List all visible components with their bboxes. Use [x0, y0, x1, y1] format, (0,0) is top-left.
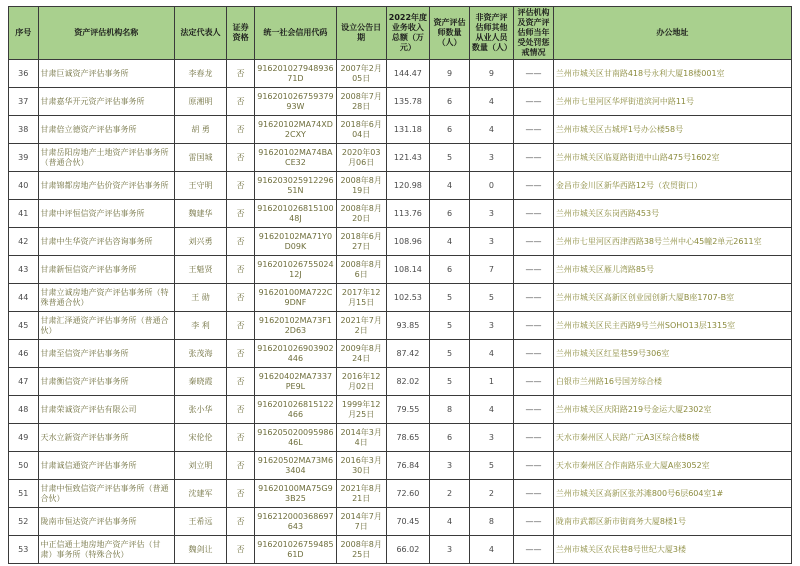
- cell-date: 2008年7月28日: [336, 88, 386, 116]
- cell-appraisers: 5: [430, 144, 470, 172]
- table-row: [9, 368, 792, 396]
- cell-address: 天水市秦州区合作南路乐业大厦A座3052室: [553, 452, 791, 480]
- cell-penalty: ——: [514, 340, 554, 368]
- cell-no: 40: [9, 172, 39, 200]
- cell-address: 兰州市七里河区华坪街道滨河中路11号: [553, 88, 791, 116]
- cell-appraisers: 5: [430, 340, 470, 368]
- cell-name: 甘肃汇泽通资产评估事务所（普通合伙）: [38, 312, 174, 340]
- cell-income: 79.55: [386, 396, 429, 424]
- col-header-name: 资产评估机构名称: [38, 7, 174, 60]
- cell-code: 91620102681510048J: [255, 200, 336, 228]
- cell-income: 72.60: [386, 480, 429, 508]
- cell-sec: 否: [227, 424, 255, 452]
- cell-name: 甘肃嘉华开元资产评估事务所: [38, 88, 174, 116]
- cell-address: 陇南市武都区新市街商务大厦8楼1号: [553, 508, 791, 536]
- cell-address: 兰州市七里河区西津西路38号兰州中心45幢2单元2611室: [553, 228, 791, 256]
- cell-no: 47: [9, 368, 39, 396]
- cell-no: 52: [9, 508, 39, 536]
- cell-appraisers: 2: [430, 480, 470, 508]
- cell-rep: 王 勋: [174, 284, 226, 312]
- cell-penalty: ——: [514, 536, 554, 564]
- cell-name: 陇南市恒达资产评估事务所: [38, 508, 174, 536]
- cell-appraisers: 4: [430, 228, 470, 256]
- table-row: [9, 480, 792, 508]
- cell-no: 36: [9, 60, 39, 88]
- cell-date: 2018年6月27日: [336, 228, 386, 256]
- table-row: [9, 200, 792, 228]
- cell-rep: 秦晓霞: [174, 368, 226, 396]
- cell-no: 37: [9, 88, 39, 116]
- cell-sec: 否: [227, 396, 255, 424]
- cell-name: 甘肃荣诚资产评估有限公司: [38, 396, 174, 424]
- cell-address: 兰州市城关区高新区张苏滩800号6层604室1#: [553, 480, 791, 508]
- cell-staff: 3: [469, 312, 513, 340]
- cell-appraisers: 5: [430, 368, 470, 396]
- appraisal-institutions-table: [8, 6, 792, 564]
- col-header-sec: 证券资格: [227, 7, 255, 60]
- cell-appraisers: 3: [430, 536, 470, 564]
- cell-address: 金昌市金川区新华西路12号（农贸街口）: [553, 172, 791, 200]
- table-header: [9, 7, 792, 60]
- table-row: [9, 116, 792, 144]
- cell-income: 82.02: [386, 368, 429, 396]
- cell-income: 70.45: [386, 508, 429, 536]
- cell-rep: 沈建军: [174, 480, 226, 508]
- cell-sec: 否: [227, 60, 255, 88]
- table-row: [9, 60, 792, 88]
- cell-staff: 3: [469, 144, 513, 172]
- cell-name: 甘肃中恒致信资产评估事务所（普通合伙）: [38, 480, 174, 508]
- cell-address: 兰州市城关区红星巷59号306室: [553, 340, 791, 368]
- cell-date: 2008年8月6日: [336, 256, 386, 284]
- cell-code: 91620102MA73F12D63: [255, 312, 336, 340]
- cell-appraisers: 3: [430, 452, 470, 480]
- cell-appraisers: 4: [430, 508, 470, 536]
- cell-date: 2008年8月19日: [336, 172, 386, 200]
- cell-sec: 否: [227, 116, 255, 144]
- cell-rep: 胡 勇: [174, 116, 226, 144]
- cell-staff: 5: [469, 284, 513, 312]
- cell-date: 2007年2月05日: [336, 60, 386, 88]
- cell-date: 2014年7月7日: [336, 508, 386, 536]
- cell-no: 41: [9, 200, 39, 228]
- cell-code: 91620100MA722C9DNF: [255, 284, 336, 312]
- cell-appraisers: 6: [430, 200, 470, 228]
- cell-sec: 否: [227, 480, 255, 508]
- table-row: [9, 312, 792, 340]
- cell-sec: 否: [227, 144, 255, 172]
- cell-date: 2018年6月04日: [336, 116, 386, 144]
- cell-address: 兰州市城关区东岗西路453号: [553, 200, 791, 228]
- cell-rep: 雷国城: [174, 144, 226, 172]
- cell-penalty: ——: [514, 452, 554, 480]
- cell-staff: 4: [469, 88, 513, 116]
- cell-staff: 8: [469, 508, 513, 536]
- cell-date: 2008年8月20日: [336, 200, 386, 228]
- cell-staff: 5: [469, 452, 513, 480]
- cell-date: 2021年7月2日: [336, 312, 386, 340]
- cell-date: 2008年8月25日: [336, 536, 386, 564]
- cell-no: 45: [9, 312, 39, 340]
- cell-rep: 王希远: [174, 508, 226, 536]
- cell-rep: 刘兴勇: [174, 228, 226, 256]
- cell-name: 甘肃衡信资产评估事务所: [38, 368, 174, 396]
- col-header-penalty: 评估机构及资产评估师当年受处罚惩戒情况: [514, 7, 554, 60]
- cell-appraisers: 5: [430, 284, 470, 312]
- cell-name: 甘肃中评恒信资产评估事务所: [38, 200, 174, 228]
- cell-penalty: ——: [514, 116, 554, 144]
- col-header-appraisers: 资产评估师数量（人）: [430, 7, 470, 60]
- table-row: [9, 228, 792, 256]
- cell-income: 108.14: [386, 256, 429, 284]
- cell-no: 44: [9, 284, 39, 312]
- cell-sec: 否: [227, 228, 255, 256]
- cell-penalty: ——: [514, 60, 554, 88]
- cell-code: 91620100MA75G93B25: [255, 480, 336, 508]
- cell-code: 91620102MA71Y0D09K: [255, 228, 336, 256]
- cell-penalty: ——: [514, 228, 554, 256]
- cell-code: 91620102675937993W: [255, 88, 336, 116]
- cell-name: 甘肃中生华资产评估咨询事务所: [38, 228, 174, 256]
- cell-code: 91620402MA7337PE9L: [255, 368, 336, 396]
- col-header-no: 序号: [9, 7, 39, 60]
- cell-sec: 否: [227, 172, 255, 200]
- cell-name: 甘肃锦都房地产估价资产评估事务所: [38, 172, 174, 200]
- table-row: [9, 424, 792, 452]
- cell-appraisers: 6: [430, 256, 470, 284]
- cell-penalty: ——: [514, 312, 554, 340]
- cell-name: 甘肃新恒信资产评估事务所: [38, 256, 174, 284]
- cell-name: 甘肃倍立德资产评估事务所: [38, 116, 174, 144]
- cell-appraisers: 5: [430, 312, 470, 340]
- cell-code: 91620502MA73M63404: [255, 452, 336, 480]
- cell-sec: 否: [227, 452, 255, 480]
- cell-staff: 4: [469, 396, 513, 424]
- cell-staff: 0: [469, 172, 513, 200]
- cell-sec: 否: [227, 88, 255, 116]
- cell-penalty: ——: [514, 200, 554, 228]
- cell-date: 2017年12月15日: [336, 284, 386, 312]
- cell-code: 91620302591229651N: [255, 172, 336, 200]
- cell-income: 76.84: [386, 452, 429, 480]
- cell-rep: 原湘明: [174, 88, 226, 116]
- cell-staff: 3: [469, 200, 513, 228]
- cell-rep: 张茂海: [174, 340, 226, 368]
- cell-address: 兰州市城关区农民巷8号世纪大厦3楼: [553, 536, 791, 564]
- cell-staff: 4: [469, 116, 513, 144]
- cell-penalty: ——: [514, 396, 554, 424]
- cell-rep: 王魁贤: [174, 256, 226, 284]
- cell-rep: 张小华: [174, 396, 226, 424]
- cell-name: 中正信通土地房地产资产评估（甘肃）事务所（特殊合伙）: [38, 536, 174, 564]
- cell-rep: 李 利: [174, 312, 226, 340]
- cell-name: 甘肃立诚房地产资产评估事务所（特殊普通合伙）: [38, 284, 174, 312]
- cell-no: 42: [9, 228, 39, 256]
- cell-staff: 7: [469, 256, 513, 284]
- cell-name: 甘肃巨诚资产评估事务所: [38, 60, 174, 88]
- cell-penalty: ——: [514, 368, 554, 396]
- cell-date: 2016年3月30日: [336, 452, 386, 480]
- cell-income: 66.02: [386, 536, 429, 564]
- cell-date: 1999年12月25日: [336, 396, 386, 424]
- cell-income: 135.78: [386, 88, 429, 116]
- cell-address: 兰州市城关区甘南路418号永利大厦18楼001室: [553, 60, 791, 88]
- cell-income: 78.65: [386, 424, 429, 452]
- cell-code: 91620102794893671D: [255, 60, 336, 88]
- cell-income: 144.47: [386, 60, 429, 88]
- cell-date: 2009年8月24日: [336, 340, 386, 368]
- col-header-rep: 法定代表人: [174, 7, 226, 60]
- table-body: [9, 60, 792, 564]
- cell-penalty: ——: [514, 480, 554, 508]
- cell-sec: 否: [227, 536, 255, 564]
- cell-sec: 否: [227, 340, 255, 368]
- cell-date: 2016年12月02日: [336, 368, 386, 396]
- cell-name: 天水立新资产评估事务所: [38, 424, 174, 452]
- cell-address: 兰州市城关区高新区创业园创新大厦B座1707-B室: [553, 284, 791, 312]
- cell-address: 兰州市城关区雁儿湾路85号: [553, 256, 791, 284]
- table-row: [9, 536, 792, 564]
- cell-sec: 否: [227, 368, 255, 396]
- cell-date: 2021年8月21日: [336, 480, 386, 508]
- cell-staff: 9: [469, 60, 513, 88]
- cell-address: 兰州市城关区庆阳路219号金运大厦2302室: [553, 396, 791, 424]
- table-row: [9, 452, 792, 480]
- cell-sec: 否: [227, 508, 255, 536]
- cell-no: 50: [9, 452, 39, 480]
- cell-penalty: ——: [514, 88, 554, 116]
- cell-income: 120.98: [386, 172, 429, 200]
- cell-name: 甘肃岳阳房地产土地资产评估事务所（普通合伙）: [38, 144, 174, 172]
- cell-staff: 3: [469, 424, 513, 452]
- cell-no: 48: [9, 396, 39, 424]
- table-row: [9, 256, 792, 284]
- cell-address: 天水市秦州区人民路广元A3区综合楼8楼: [553, 424, 791, 452]
- cell-penalty: ——: [514, 508, 554, 536]
- cell-penalty: ——: [514, 172, 554, 200]
- cell-code: 916212000368697643: [255, 508, 336, 536]
- cell-penalty: ——: [514, 144, 554, 172]
- cell-name: 甘肃至信资产评估事务所: [38, 340, 174, 368]
- cell-date: 2020年03月06日: [336, 144, 386, 172]
- cell-appraisers: 6: [430, 424, 470, 452]
- cell-date: 2014年3月4日: [336, 424, 386, 452]
- cell-staff: 2: [469, 480, 513, 508]
- cell-sec: 否: [227, 256, 255, 284]
- table-row: [9, 284, 792, 312]
- cell-address: 兰州市城关区临夏路街道中山路475号1602室: [553, 144, 791, 172]
- cell-code: 91620102675948561D: [255, 536, 336, 564]
- table-row: [9, 172, 792, 200]
- cell-sec: 否: [227, 312, 255, 340]
- col-header-code: 统一社会信用代码: [255, 7, 336, 60]
- cell-address: 白银市兰州路16号国芳综合楼: [553, 368, 791, 396]
- cell-no: 46: [9, 340, 39, 368]
- cell-code: 91620102MA74BACE32: [255, 144, 336, 172]
- cell-staff: 1: [469, 368, 513, 396]
- cell-staff: 4: [469, 340, 513, 368]
- cell-rep: 李春龙: [174, 60, 226, 88]
- cell-no: 43: [9, 256, 39, 284]
- cell-code: 916201026903902446: [255, 340, 336, 368]
- cell-address: 兰州市城关区民主西路9号兰州SOHO13层1315室: [553, 312, 791, 340]
- cell-code: 91620102675502412J: [255, 256, 336, 284]
- cell-no: 53: [9, 536, 39, 564]
- header-row: [9, 7, 792, 60]
- col-header-income: 2022年度业务收入总额（万元）: [386, 7, 429, 60]
- cell-penalty: ——: [514, 256, 554, 284]
- cell-income: 121.43: [386, 144, 429, 172]
- cell-income: 113.76: [386, 200, 429, 228]
- cell-code: 91620102MA74XD2CXY: [255, 116, 336, 144]
- cell-rep: 魏建华: [174, 200, 226, 228]
- cell-penalty: ——: [514, 284, 554, 312]
- cell-staff: 3: [469, 228, 513, 256]
- cell-address: 兰州市城关区古城坪1号办公楼58号: [553, 116, 791, 144]
- col-header-date: 设立公告日期: [336, 7, 386, 60]
- cell-no: 51: [9, 480, 39, 508]
- cell-appraisers: 9: [430, 60, 470, 88]
- cell-appraisers: 6: [430, 116, 470, 144]
- col-header-address: 办公地址: [553, 7, 791, 60]
- cell-rep: 刘立明: [174, 452, 226, 480]
- cell-rep: 魏剑让: [174, 536, 226, 564]
- cell-staff: 4: [469, 536, 513, 564]
- cell-code: 91620502009598646L: [255, 424, 336, 452]
- cell-no: 38: [9, 116, 39, 144]
- cell-appraisers: 8: [430, 396, 470, 424]
- cell-no: 39: [9, 144, 39, 172]
- cell-sec: 否: [227, 200, 255, 228]
- cell-income: 131.18: [386, 116, 429, 144]
- table-row: [9, 508, 792, 536]
- cell-appraisers: 6: [430, 88, 470, 116]
- cell-code: 916201026815122466: [255, 396, 336, 424]
- col-header-staff: 非资产评估师其他从业人员数量（人）: [469, 7, 513, 60]
- cell-name: 甘肃诚信通资产评估事务所: [38, 452, 174, 480]
- cell-rep: 宋伦伦: [174, 424, 226, 452]
- table-row: [9, 144, 792, 172]
- cell-sec: 否: [227, 284, 255, 312]
- table-row: [9, 340, 792, 368]
- cell-income: 87.42: [386, 340, 429, 368]
- cell-appraisers: 4: [430, 172, 470, 200]
- cell-income: 93.85: [386, 312, 429, 340]
- cell-penalty: ——: [514, 424, 554, 452]
- table-row: [9, 396, 792, 424]
- cell-income: 102.53: [386, 284, 429, 312]
- cell-rep: 王守明: [174, 172, 226, 200]
- cell-no: 49: [9, 424, 39, 452]
- cell-income: 108.96: [386, 228, 429, 256]
- table-row: [9, 88, 792, 116]
